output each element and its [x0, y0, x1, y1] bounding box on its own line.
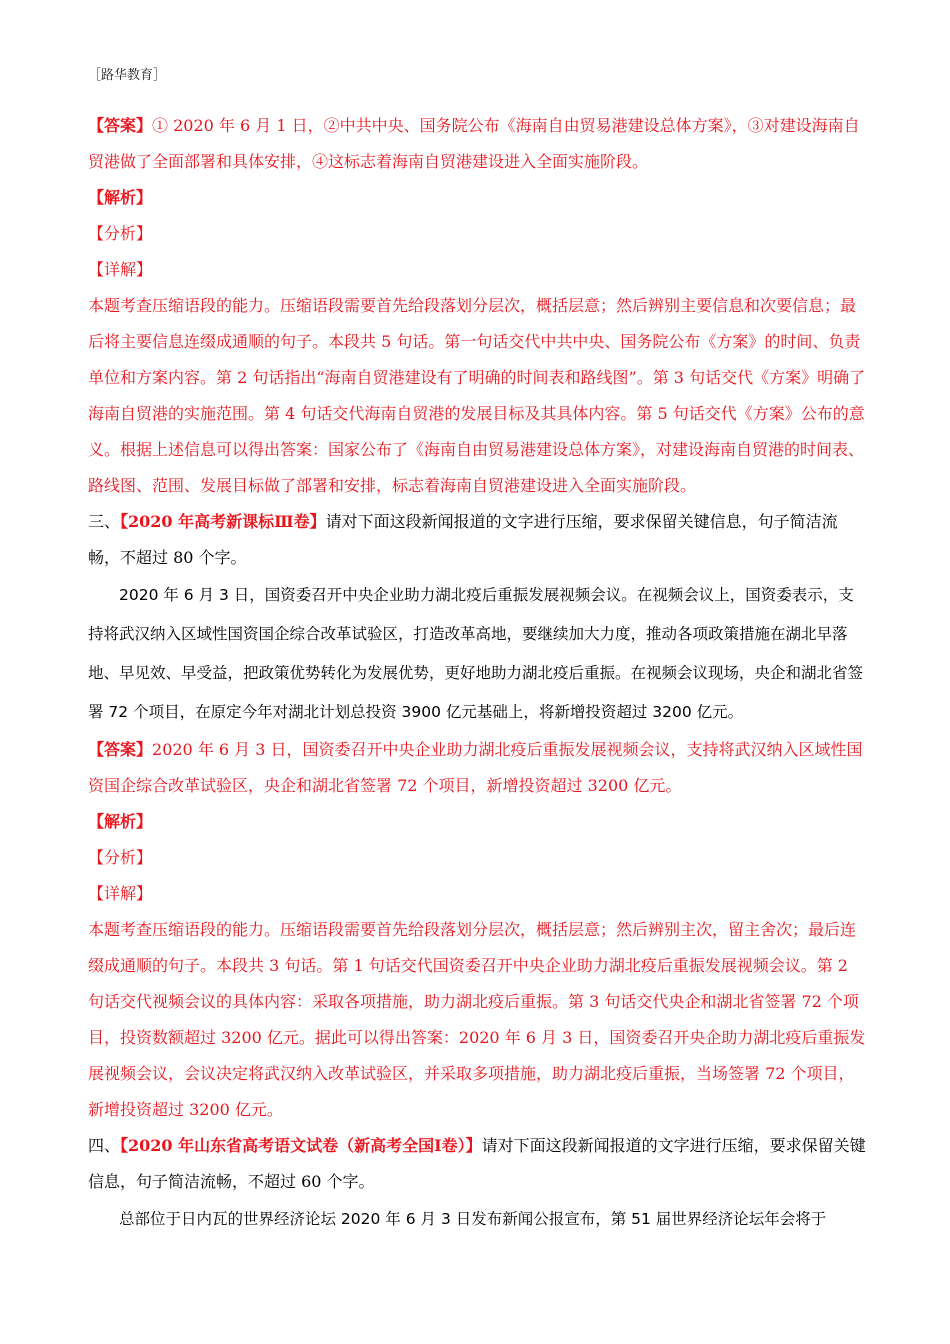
q4-news-passage: 总部位于日内瓦的世界经济论坛 2020 年 6 月 3 日发布新闻公报宣布，第 51 届世界经济论坛年会将于 [119, 1210, 827, 1228]
fenxi-heading: 【分析】 [88, 224, 153, 243]
answer-text: ① 2020 年 6 月 1 日，②中共中央、国务院公布《海南自由贸易港建设总体方案》，③对建设海南自贸港做了全面部署和具体安排，④这标志着海南自贸港建设进入全面实施阶段。 [88, 116, 860, 171]
question-number: 三、 [88, 512, 121, 531]
answer-tag: 【答案】 [88, 116, 153, 135]
q4-question [88, 1128, 868, 1200]
document-body [88, 108, 868, 1239]
question-number: 四、 [88, 1136, 121, 1155]
fenxi-heading: 【分析】 [88, 848, 153, 867]
detail-text: 本题考查压缩语段的能力。压缩语段需要首先给段落划分层次，概括层意；然后辨别主次，留主舍次；最后连缀成通顺的句子。本段共 3 句话。第 1 句话交代国资委召开中央企业助力湖北疫后重振发展视频会议。第 2 句话交代视频会议的具体内容：采取各项措施，助力湖北疫后重振。第 3 句话交代央企和湖北省签署 72 个项目，投资数额超过 3200 亿元。据此可以得出答案：2020 年 6 月 3 日，国资委召开央企助力湖北疫后重振发展视频会议，会议决定将武汉纳入改革试验区，并采取多项措施，助力湖北疫后重振，当场签署 72 个项目，新增投资超过 3200 亿元。 [88, 920, 866, 1119]
answer-text: 2020 年 6 月 3 日，国资委召开中央企业助力湖北疫后重振发展视频会议，支持将武汉纳入区域性国资国企综合改革试验区，央企和湖北省签署 72 个项目，新增投资超过 3200 亿元。 [88, 740, 863, 795]
question-source: 【2020 年高考新课标Ⅲ卷】 [120, 512, 326, 531]
q3-question [88, 504, 868, 576]
jiexi-heading: 【解析】 [88, 188, 153, 207]
xiangjie-heading: 【详解】 [88, 260, 153, 279]
question-source: 【2020 年山东省高考语文试卷（新高考全国Ⅰ卷）】 [120, 1136, 482, 1155]
q2-answer [88, 108, 868, 180]
question-prompt: 请对下面这段新闻报道的文字进行压缩，要求保留关键信息，句子简洁流畅，不超过 60 个字。 [88, 1136, 866, 1191]
q3-answer [88, 732, 868, 804]
question-prompt: 请对下面这段新闻报道的文字进行压缩，要求保留关键信息，句子简洁流畅，不超过 80 个字。 [88, 512, 838, 567]
jiexi-heading: 【解析】 [88, 812, 153, 831]
answer-tag: 【答案】 [88, 740, 153, 759]
xiangjie-heading: 【详解】 [88, 884, 153, 903]
header-brand: ［路华教育］ [88, 68, 167, 83]
q3-news-passage: 2020 年 6 月 3 日，国资委召开中央企业助力湖北疫后重振发展视频会议。在视频会议上，国资委表示，支持将武汉纳入区域性国资国企综合改革试验区，打造改革高地，要继续加大力度，推动各项政策措施在湖北早落地、早见效、早受益，把政策优势转化为发展优势，更好地助力湖北疫后重振。在视频会议现场，央企和湖北省签署 72 个项目，在原定今年对湖北计划总投资 3900 亿元基础上，将新增投资超过 3200 亿元。 [88, 586, 864, 721]
detail-text: 本题考查压缩语段的能力。压缩语段需要首先给段落划分层次，概括层意；然后辨别主要信息和次要信息；最后将主要信息连缀成通顺的句子。本段共 5 句话。第一句话交代中共中央、国务院公布《方案》的时间、负责单位和方案内容。第 2 句话指出“海南自贸港建设有了明确的时间表和路线图”。第 3 句话交代《方案》明确了海南自贸港的实施范围。第 4 句话交代海南自贸港的发展目标及其具体内容。第 5 句话交代《方案》公布的意义。根据上述信息可以得出答案：国家公布了《海南自由贸易港建设总体方案》，对建设海南自贸港的时间表、路线图、范围、发展目标做了部署和安排，标志着海南自贸港建设进入全面实施阶段。 [88, 296, 866, 495]
